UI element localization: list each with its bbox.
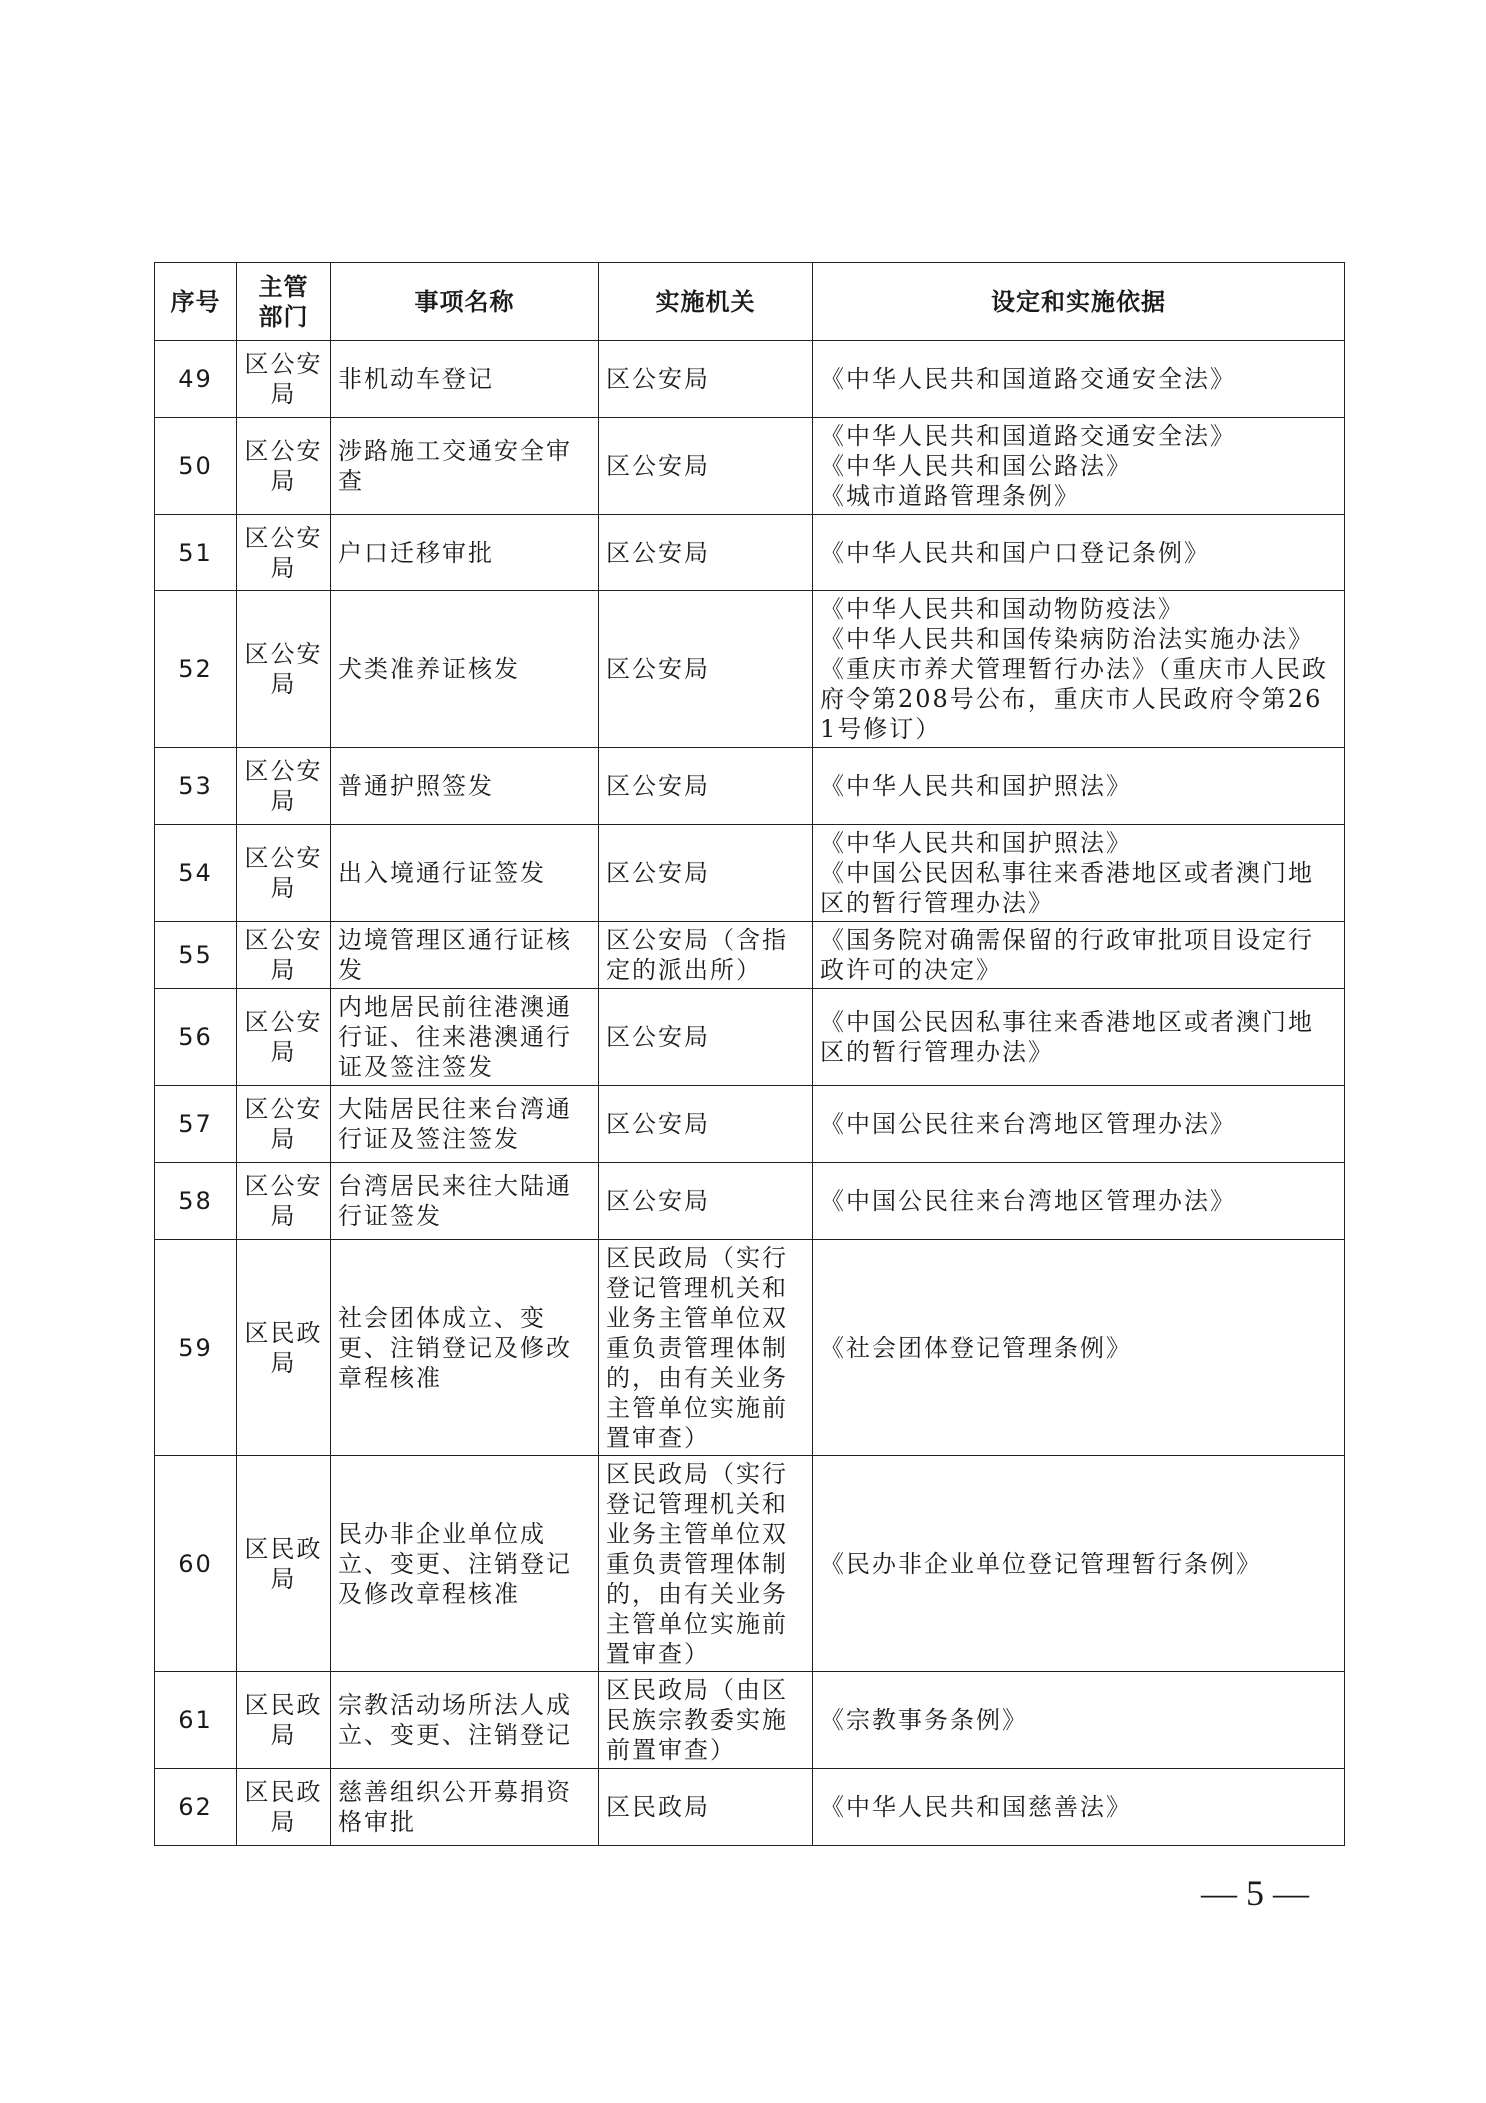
row-agency: 区民政局 (599, 1769, 813, 1846)
row-item-name: 大陆居民往来台湾通行证及签注签发 (331, 1086, 599, 1163)
row-dept: 区民政局 (237, 1456, 331, 1672)
row-agency: 区民政局（实行登记管理机关和业务主管单位双重负责管理体制的，由有关业务主管单位实施前置审查） (599, 1240, 813, 1456)
row-basis: 《中华人民共和国户口登记条例》 (813, 515, 1345, 591)
row-seq: 62 (155, 1769, 237, 1846)
row-dept: 区公安局 (237, 1086, 331, 1163)
row-agency: 区公安局 (599, 591, 813, 748)
row-agency: 区公安局 (599, 341, 813, 418)
row-basis: 《社会团体登记管理条例》 (813, 1240, 1345, 1456)
table-row (155, 341, 1345, 418)
row-agency: 区公安局 (599, 1086, 813, 1163)
row-seq: 58 (155, 1163, 237, 1240)
row-basis: 《中华人民共和国道路交通安全法》 (813, 341, 1345, 418)
row-agency: 区公安局 (599, 1163, 813, 1240)
table-row (155, 591, 1345, 748)
table-row (155, 1769, 1345, 1846)
row-dept: 区公安局 (237, 989, 331, 1086)
row-agency: 区民政局（实行登记管理机关和业务主管单位双重负责管理体制的，由有关业务主管单位实施前置审查） (599, 1456, 813, 1672)
row-dept: 区公安局 (237, 515, 331, 591)
permit-items-table (154, 262, 1345, 1846)
row-item-name: 非机动车登记 (331, 341, 599, 418)
row-dept: 区民政局 (237, 1240, 331, 1456)
row-item-name: 台湾居民来往大陆通行证签发 (331, 1163, 599, 1240)
row-seq: 50 (155, 418, 237, 515)
table-row (155, 515, 1345, 591)
row-item-name: 社会团体成立、变更、注销登记及修改章程核准 (331, 1240, 599, 1456)
header-dept: 主管部门 (237, 263, 331, 341)
row-agency: 区公安局 (599, 515, 813, 591)
row-basis: 《中华人民共和国护照法》 《中国公民因私事往来香港地区或者澳门地区的暂行管理办法》 (813, 825, 1345, 922)
row-agency: 区公安局 (599, 418, 813, 515)
table-row (155, 825, 1345, 922)
page-number: — 5 — (1201, 1873, 1309, 1913)
row-agency: 区公安局 (599, 825, 813, 922)
row-seq: 49 (155, 341, 237, 418)
row-seq: 57 (155, 1086, 237, 1163)
row-agency: 区民政局（由区民族宗教委实施前置审查） (599, 1672, 813, 1769)
row-basis: 《中华人民共和国道路交通安全法》 《中华人民共和国公路法》 《城市道路管理条例》 (813, 418, 1345, 515)
row-seq: 51 (155, 515, 237, 591)
row-basis: 《中国公民往来台湾地区管理办法》 (813, 1086, 1345, 1163)
row-item-name: 边境管理区通行证核发 (331, 922, 599, 989)
row-dept: 区公安局 (237, 748, 331, 825)
row-item-name: 普通护照签发 (331, 748, 599, 825)
table-row (155, 1163, 1345, 1240)
row-basis: 《宗教事务条例》 (813, 1672, 1345, 1769)
row-item-name: 涉路施工交通安全审查 (331, 418, 599, 515)
row-agency: 区公安局（含指定的派出所） (599, 922, 813, 989)
header-seq: 序号 (155, 263, 237, 341)
table-row (155, 989, 1345, 1086)
row-seq: 56 (155, 989, 237, 1086)
header-agency: 实施机关 (599, 263, 813, 341)
row-basis: 《民办非企业单位登记管理暂行条例》 (813, 1456, 1345, 1672)
row-item-name: 户口迁移审批 (331, 515, 599, 591)
table-row (155, 1456, 1345, 1672)
row-item-name: 内地居民前往港澳通行证、往来港澳通行证及签注签发 (331, 989, 599, 1086)
table-row (155, 922, 1345, 989)
header-name: 事项名称 (331, 263, 599, 341)
table-body (155, 341, 1345, 1846)
row-dept: 区公安局 (237, 1163, 331, 1240)
row-agency: 区公安局 (599, 748, 813, 825)
table-row (155, 1672, 1345, 1769)
row-seq: 60 (155, 1456, 237, 1672)
row-agency: 区公安局 (599, 989, 813, 1086)
row-dept: 区公安局 (237, 341, 331, 418)
row-dept: 区公安局 (237, 418, 331, 515)
row-dept: 区公安局 (237, 922, 331, 989)
row-seq: 59 (155, 1240, 237, 1456)
row-dept: 区民政局 (237, 1672, 331, 1769)
row-basis: 《中华人民共和国护照法》 (813, 748, 1345, 825)
row-seq: 54 (155, 825, 237, 922)
row-seq: 53 (155, 748, 237, 825)
table-row (155, 1086, 1345, 1163)
row-item-name: 慈善组织公开募捐资格审批 (331, 1769, 599, 1846)
row-dept: 区公安局 (237, 591, 331, 748)
row-seq: 52 (155, 591, 237, 748)
row-seq: 61 (155, 1672, 237, 1769)
table-row (155, 418, 1345, 515)
row-basis: 《中华人民共和国动物防疫法》 《中华人民共和国传染病防治法实施办法》 《重庆市养犬管理暂行办法》（重庆市人民政府令第208号公布，重庆市人民政府令第261号修订） (813, 591, 1345, 748)
row-basis: 《中国公民往来台湾地区管理办法》 (813, 1163, 1345, 1240)
row-dept: 区民政局 (237, 1769, 331, 1846)
header-basis: 设定和实施依据 (813, 263, 1345, 341)
table-header-row (155, 263, 1345, 341)
row-item-name: 民办非企业单位成立、变更、注销登记及修改章程核准 (331, 1456, 599, 1672)
row-basis: 《中华人民共和国慈善法》 (813, 1769, 1345, 1846)
row-item-name: 犬类准养证核发 (331, 591, 599, 748)
table-row (155, 1240, 1345, 1456)
row-item-name: 出入境通行证签发 (331, 825, 599, 922)
row-item-name: 宗教活动场所法人成立、变更、注销登记 (331, 1672, 599, 1769)
row-basis: 《国务院对确需保留的行政审批项目设定行政许可的决定》 (813, 922, 1345, 989)
table-row (155, 748, 1345, 825)
row-seq: 55 (155, 922, 237, 989)
row-dept: 区公安局 (237, 825, 331, 922)
row-basis: 《中国公民因私事往来香港地区或者澳门地区的暂行管理办法》 (813, 989, 1345, 1086)
